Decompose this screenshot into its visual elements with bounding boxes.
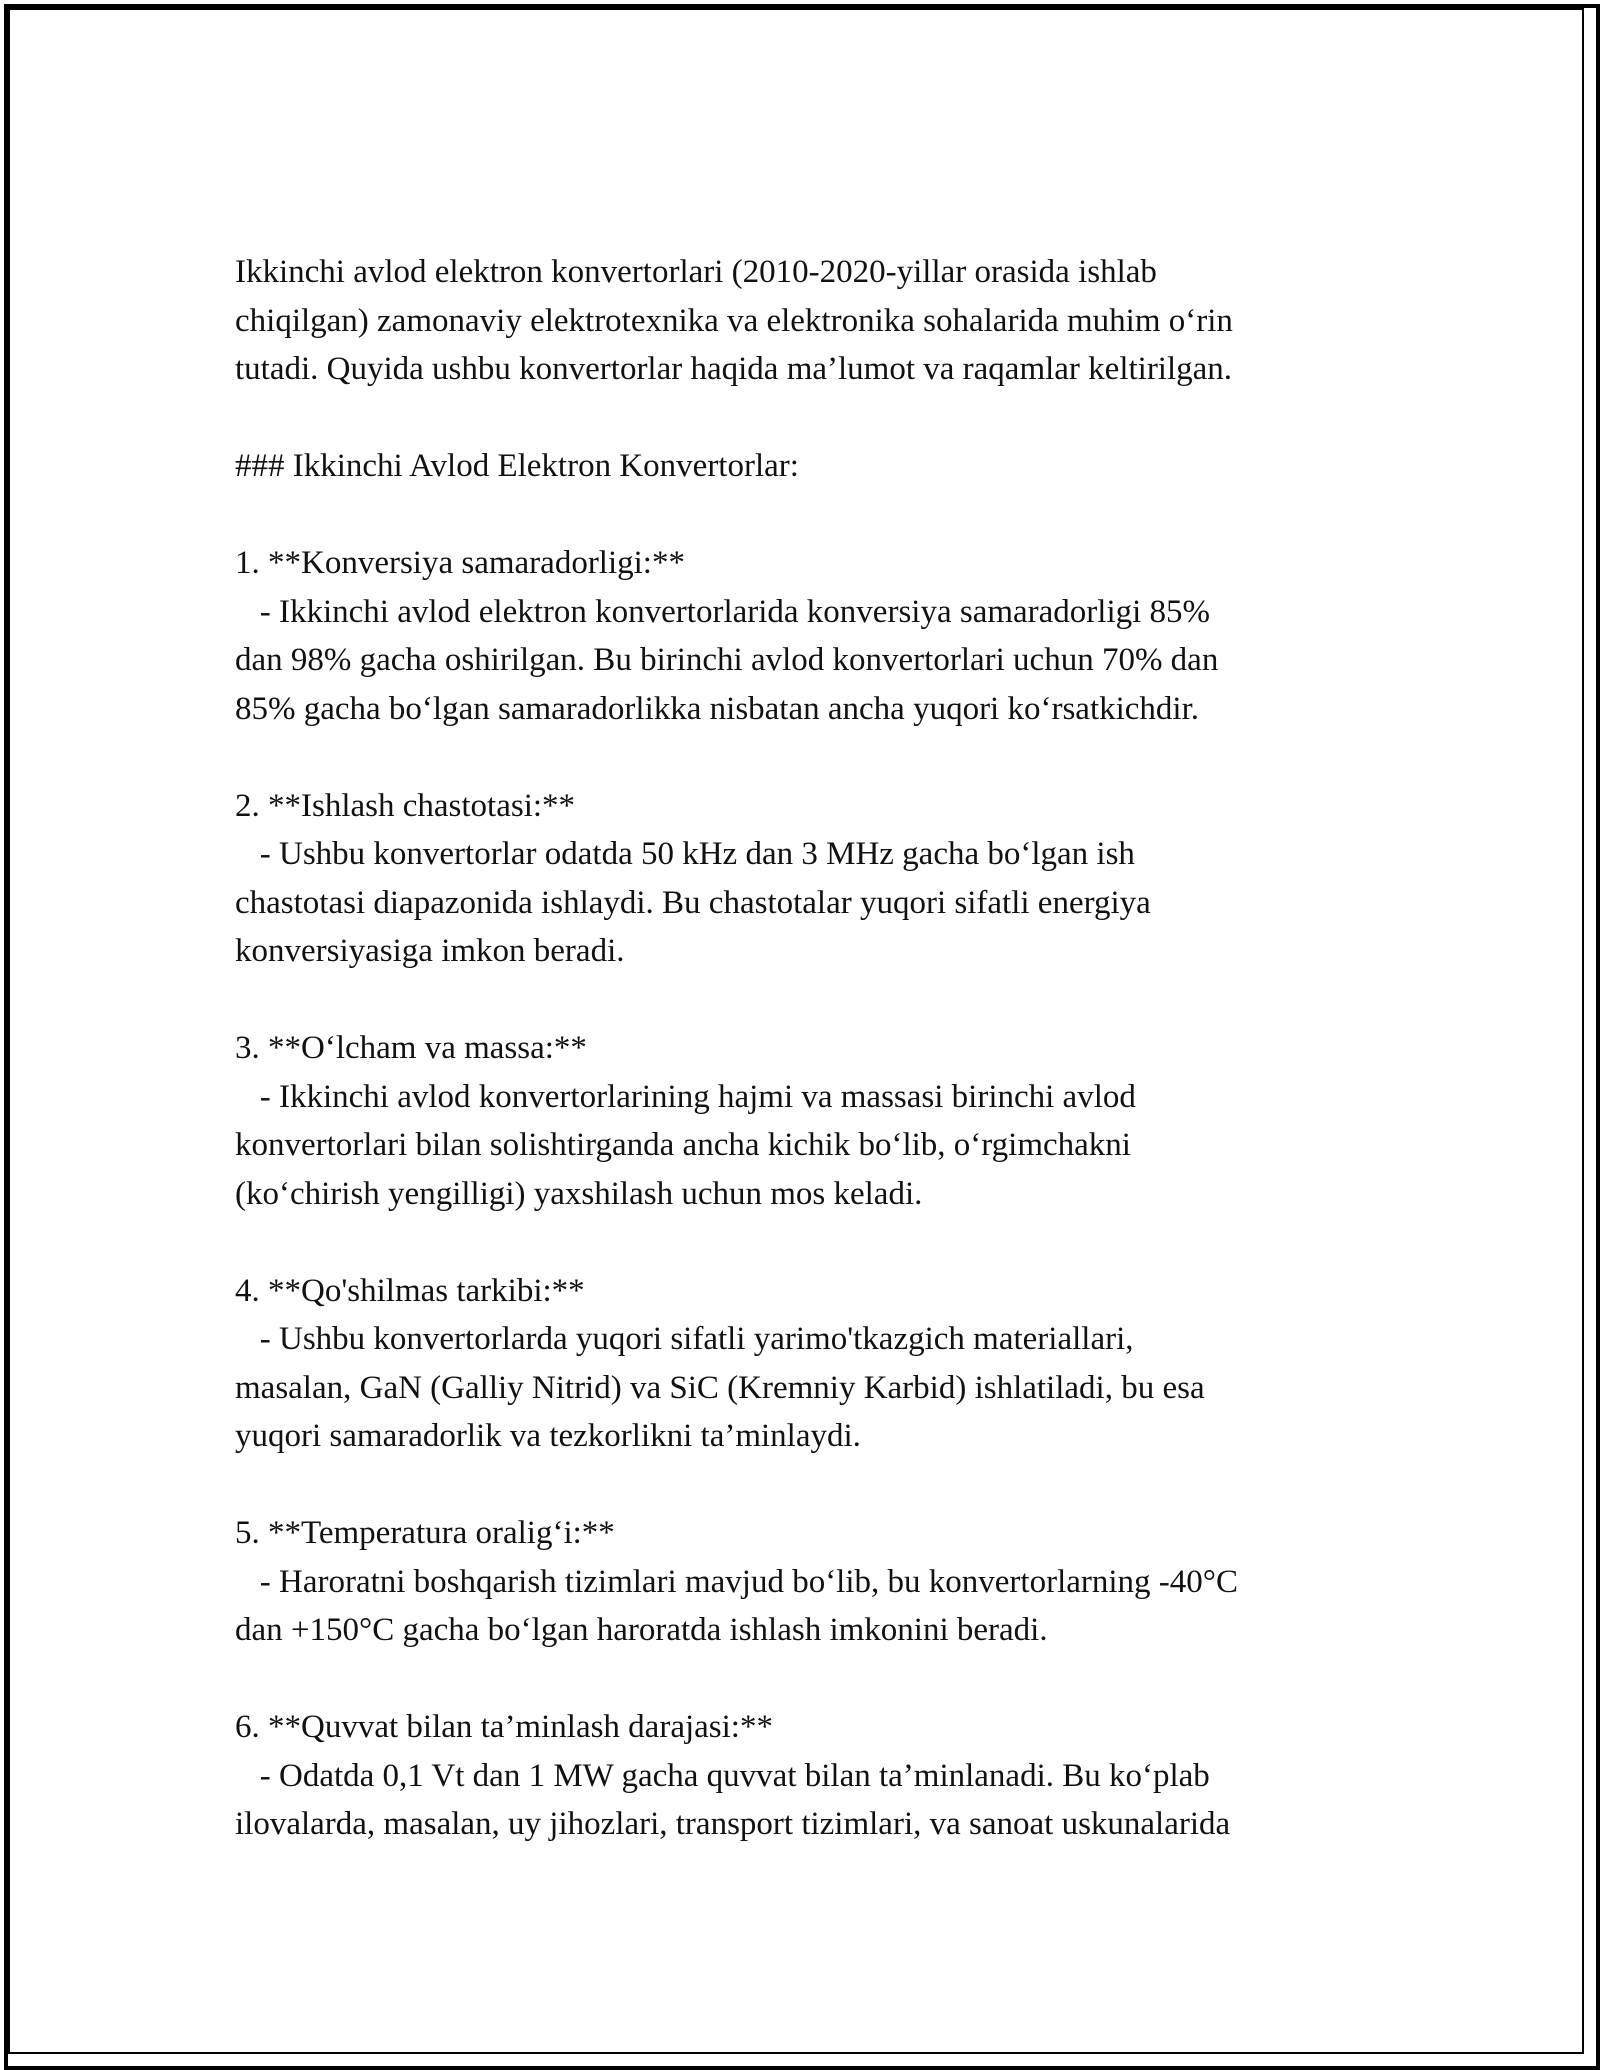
section-5 bbox=[235, 1509, 1385, 1655]
text-line: - Ushbu konvertorlarda yuqori sifatli yarimo'tkazgich materiallari, bbox=[235, 1321, 1134, 1357]
section-4 bbox=[235, 1267, 1385, 1461]
section-title: 1. **Konversiya samaradorligi:** bbox=[235, 545, 685, 581]
blank-line bbox=[235, 491, 1385, 540]
section-heading: ### Ikkinchi Avlod Elektron Konvertorlar: bbox=[235, 448, 799, 484]
section-title: 5. **Temperatura oralig‘i:** bbox=[235, 1515, 615, 1551]
text-line: - Odatda 0,1 Vt dan 1 MW gacha quvvat bilan ta’minlanadi. Bu ko‘plab bbox=[235, 1757, 1210, 1794]
text-line: ilovalarda, masalan, uy jihozlari, transport tizimlari, va sanoat uskunalarida bbox=[235, 1806, 1231, 1842]
section-2 bbox=[235, 782, 1385, 976]
text-line: - Haroratni boshqarish tizimlari mavjud bo‘lib, bu konvertorlarning -40°C bbox=[235, 1563, 1238, 1600]
text-line: - Ikkinchi avlod elektron konvertorlarida konversiya samaradorligi 85% bbox=[235, 593, 1211, 630]
section-3 bbox=[235, 1024, 1385, 1218]
text-line: - Ushbu konvertorlar odatda 50 kHz dan 3 MHz gacha bo‘lgan ish bbox=[235, 836, 1135, 872]
blank-line bbox=[235, 1218, 1385, 1267]
blank-line bbox=[235, 1461, 1385, 1510]
text-line: dan +150°C gacha bo‘lgan haroratda ishlash imkonini beradi. bbox=[235, 1612, 1048, 1648]
section-title: 2. **Ishlash chastotasi:** bbox=[235, 787, 576, 824]
section-title: 3. **O‘lcham va massa:** bbox=[235, 1030, 587, 1066]
blank-line bbox=[235, 733, 1385, 782]
text-line: konvertorlari bilan solishtirganda ancha kichik bo‘lib, o‘rgimchakni bbox=[235, 1127, 1131, 1163]
text-line: yuqori samaradorlik va tezkorlikni ta’minlaydi. bbox=[235, 1418, 861, 1454]
text-line: masalan, GaN (Galliy Nitrid) va SiC (Kremniy Karbid) ishlatiladi, bu esa bbox=[235, 1369, 1205, 1406]
text-line: - Ikkinchi avlod konvertorlarining hajmi va massasi birinchi avlod bbox=[235, 1078, 1136, 1115]
text-line: dan 98% gacha oshirilgan. Bu birinchi avlod konvertorlari uchun 70% dan bbox=[235, 642, 1219, 678]
text-line: chiqilgan) zamonaviy elektrotexnika va elektronika sohalarida muhim o‘rin bbox=[235, 302, 1233, 339]
intro-paragraph bbox=[235, 248, 1385, 394]
text-line: konversiyasiga imkon beradi. bbox=[235, 933, 625, 969]
document-body bbox=[235, 248, 1385, 1849]
text-line: chastotasi diapazonida ishlaydi. Bu chastotalar yuqori sifatli energiya bbox=[235, 884, 1151, 921]
blank-line bbox=[235, 394, 1385, 443]
section-title: 6. **Quvvat bilan ta’minlash darajasi:** bbox=[235, 1709, 773, 1745]
blank-line bbox=[235, 976, 1385, 1025]
section-1 bbox=[235, 539, 1385, 733]
text-line: 85% gacha bo‘lgan samaradorlikka nisbatan ancha yuqori ko‘rsatkichdir. bbox=[235, 690, 1200, 727]
text-line: Ikkinchi avlod elektron konvertorlari (2010-2020-yillar orasida ishlab bbox=[235, 254, 1157, 290]
text-line: (ko‘chirish yengilligi) yaxshilash uchun mos keladi. bbox=[235, 1175, 923, 1212]
section-title: 4. **Qo'shilmas tarkibi:** bbox=[235, 1272, 585, 1309]
text-line: tutadi. Quyida ushbu konvertorlar haqida ma’lumot va raqamlar keltirilgan. bbox=[235, 351, 1233, 387]
section-6 bbox=[235, 1703, 1385, 1849]
blank-line bbox=[235, 1655, 1385, 1704]
